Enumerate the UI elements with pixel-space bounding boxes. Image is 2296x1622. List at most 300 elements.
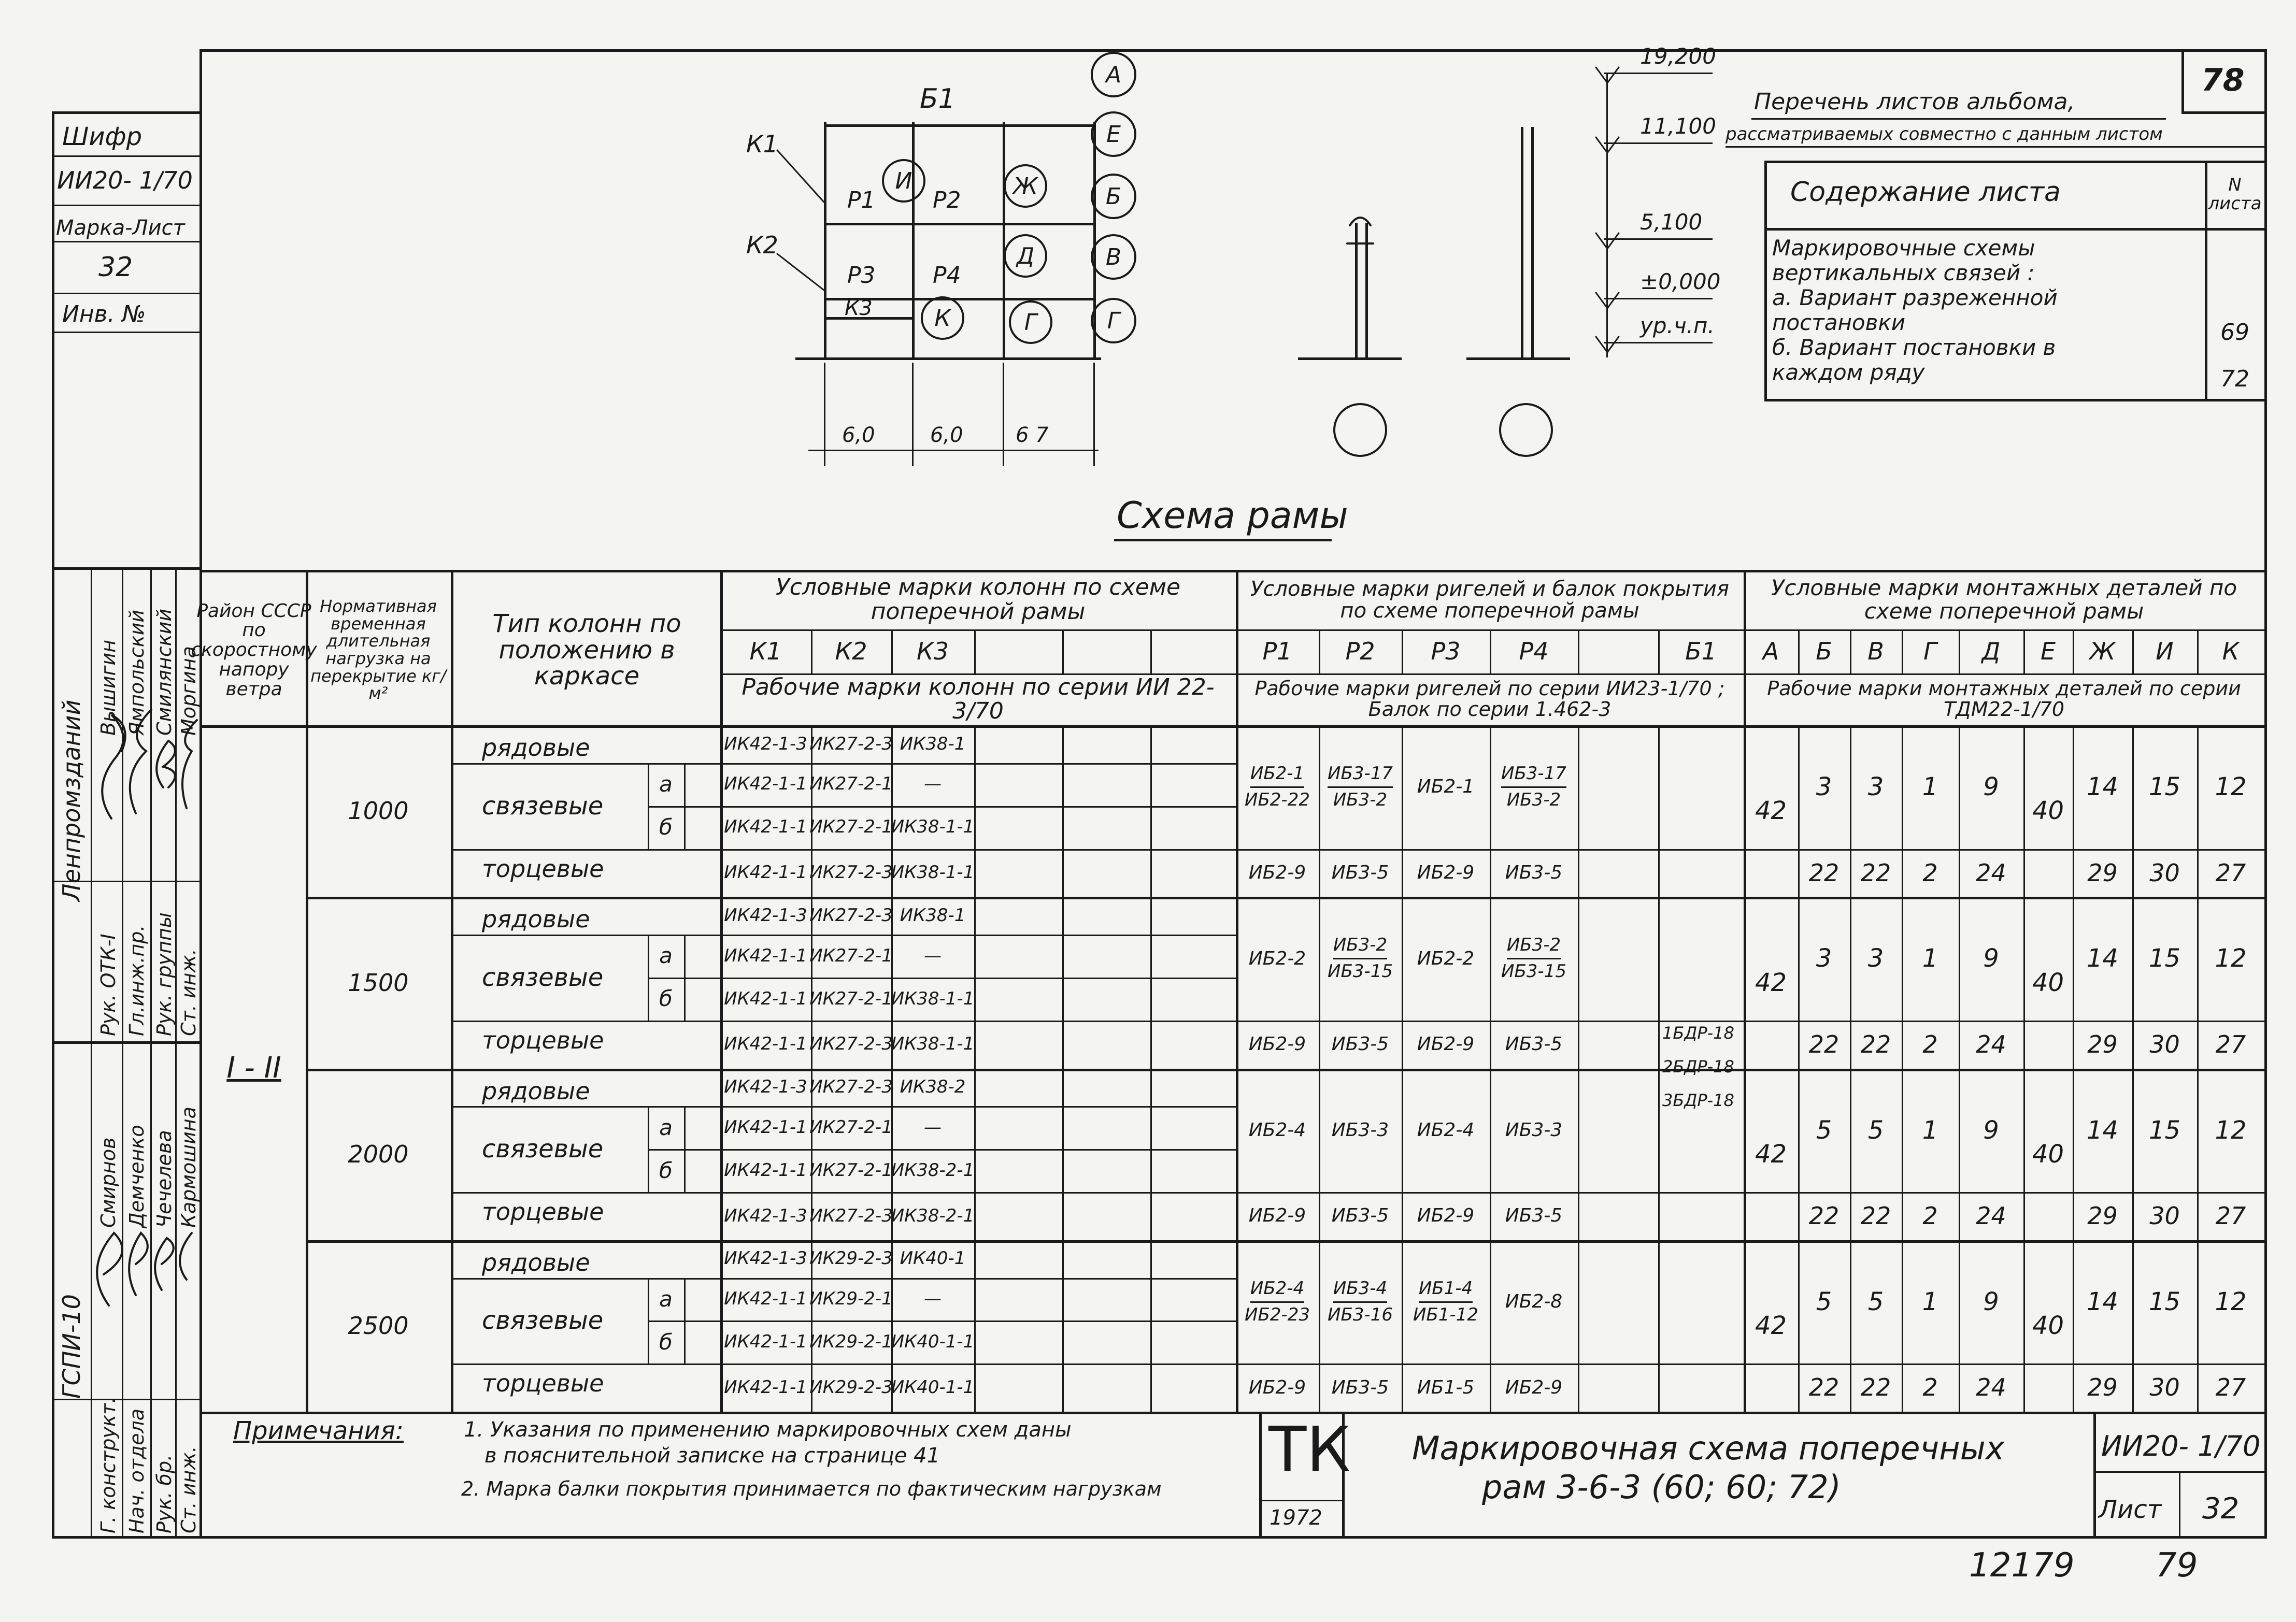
beam-mark-2-2: ИБ2-4 xyxy=(1417,1119,1475,1141)
title-year: 1972 xyxy=(1270,1506,1322,1530)
det-end-3-6: 29 xyxy=(2087,1373,2118,1402)
beam-mark-0-2: ИБ2-1 xyxy=(1417,776,1475,798)
fraction-bottom: ИБ3-2 xyxy=(1506,789,1561,810)
col-mark-0-1-2: — xyxy=(924,773,942,795)
leader-k2 xyxy=(777,254,824,290)
label-k3: К3 xyxy=(845,296,873,320)
col-mark-0-1-1: ИК27-2-1 xyxy=(809,773,893,795)
frame-scheme-title: Схема рамы xyxy=(1117,494,1348,537)
col-line-load xyxy=(451,570,453,1412)
beam-mark-3-0 xyxy=(1236,1240,1319,1364)
elevation-mark-line xyxy=(1604,342,1713,343)
fraction-top: ИБ3-2 xyxy=(1507,936,1561,959)
elevation-mark-line xyxy=(1604,142,1713,144)
det-1-3: 1 xyxy=(1922,944,1938,973)
det-end-0-8: 27 xyxy=(2215,858,2246,887)
det-0-8: 12 xyxy=(2215,772,2247,802)
det-end-3-1: 22 xyxy=(1808,1373,1839,1402)
album-table-left xyxy=(1764,161,1767,399)
col-sub-header-3 xyxy=(1062,629,1064,673)
note-line-1: 1. Указания по применению маркировочных схем даны xyxy=(464,1418,1072,1442)
det-3-1: 5 xyxy=(1816,1287,1832,1316)
beam-end-0-3: ИБ3-5 xyxy=(1505,862,1563,883)
det-end-2-1: 22 xyxy=(1808,1202,1839,1230)
header-beam-sub-3: Р4 xyxy=(1519,637,1549,666)
elevation-4: ур.ч.п. xyxy=(1640,313,1715,338)
col-mark-1-0-1: ИК27-2-3 xyxy=(809,905,893,926)
beam-end-3-0: ИБ2-9 xyxy=(1248,1376,1306,1398)
beam-mark-2-0: ИБ2-4 xyxy=(1248,1119,1306,1141)
album-list-title-1: Перечень листов альбома, xyxy=(1754,89,2075,115)
det-3-5: 40 xyxy=(2032,1311,2064,1341)
header-det-sub-0: А xyxy=(1762,637,1779,666)
det-end-2-6: 29 xyxy=(2087,1202,2118,1230)
stamp-line xyxy=(52,332,199,333)
title-sheet-label: Лист xyxy=(2099,1495,2162,1524)
det-0-6: 14 xyxy=(2086,772,2119,802)
header-region: Район СССР по скоростному напору ветра xyxy=(191,600,317,700)
note-line-2: 2. Марка балки покрытия принимается по фактическим нагрузкам xyxy=(461,1477,1162,1500)
album-sheet-b: 72 xyxy=(2220,366,2249,392)
type-b-1: б xyxy=(659,986,673,1012)
beam-end-0-0: ИБ2-9 xyxy=(1248,862,1306,883)
album-col-no: N листа xyxy=(2208,174,2262,214)
column-elev-2b xyxy=(1531,127,1534,357)
name-bottom-0: Смирнов xyxy=(97,1137,120,1228)
beam-b1 xyxy=(826,124,1096,127)
beam-end-3-3: ИБ2-9 xyxy=(1505,1376,1563,1398)
label-r2: Р2 xyxy=(933,187,961,213)
col-mark-0-2-2: ИК38-1-1 xyxy=(891,816,975,838)
title-line-1: Маркировочная схема поперечных xyxy=(1412,1429,2005,1467)
name-top-2: Смилянский xyxy=(153,608,176,736)
load-value-0: 1000 xyxy=(348,797,409,825)
signature-3 xyxy=(156,741,175,787)
marka-list-label: Марка-Лист xyxy=(56,216,185,240)
det-end-2-4: 24 xyxy=(1976,1202,2006,1230)
header-beam-sub-1: Р2 xyxy=(1345,637,1375,666)
det-2-4: 9 xyxy=(1983,1115,1999,1145)
signature-column-3 xyxy=(150,567,152,1536)
title-block-tk-line xyxy=(1259,1500,1342,1501)
circle-zh: Ж xyxy=(1004,164,1047,208)
title-block-left xyxy=(1259,1412,1262,1536)
dimension-tick-1 xyxy=(912,363,914,466)
header-col-sub-0: К1 xyxy=(749,637,782,666)
title-block-code-divider xyxy=(2093,1412,2096,1536)
beam-end-0-1: ИБ3-5 xyxy=(1331,862,1389,883)
dim-2: 6,0 xyxy=(930,423,963,447)
b1-value-1: 2БДР-18 xyxy=(1662,1057,1734,1076)
col-mark-0-0-1: ИК27-2-3 xyxy=(809,733,893,754)
col-sub-header-2 xyxy=(974,629,976,673)
beam-mark-1-2: ИБ2-2 xyxy=(1417,948,1475,969)
type-end-2: торцевые xyxy=(482,1198,604,1226)
col-mark-2-1-2: — xyxy=(924,1116,942,1138)
det-1-6: 14 xyxy=(2086,944,2119,973)
header-type: Тип колонн по положению в каркасе xyxy=(492,609,681,691)
ground-line xyxy=(795,357,1101,360)
role-top-0: Рук. ОТК-I xyxy=(97,934,120,1036)
det-end-1-8: 27 xyxy=(2215,1030,2246,1058)
name-top-1: Ямпольский xyxy=(125,609,148,736)
circle-v: В xyxy=(1091,234,1136,280)
col-mark-1-0-0: ИК42-1-3 xyxy=(724,905,807,926)
rigel-level-1 xyxy=(824,223,1093,225)
role-bottom-0: Г. конструкт. xyxy=(97,1397,120,1533)
note-line-1b: в пояснительной записке на странице 41 xyxy=(484,1444,940,1468)
circle-i: И xyxy=(882,159,925,203)
type-a-0: а xyxy=(659,771,673,797)
col-mark-2-3-0: ИК42-1-3 xyxy=(724,1205,807,1226)
album-content-line-5: каждом ряду xyxy=(1772,360,1925,385)
det-2-2: 5 xyxy=(1867,1115,1884,1145)
col-mark-3-1-1: ИК29-2-1 xyxy=(809,1288,893,1310)
ab-divider-2 xyxy=(684,935,686,1021)
shifr-value: ИИ20- 1/70 xyxy=(57,166,193,194)
load-value-3: 2500 xyxy=(348,1312,409,1340)
col-mark-3-3-1: ИК29-2-3 xyxy=(809,1376,893,1398)
col-mark-2-3-2: ИК38-2-1 xyxy=(891,1205,975,1226)
header-det-sub-8: К xyxy=(2222,637,2240,666)
frame-column-1 xyxy=(912,122,915,357)
type-row-0: рядовые xyxy=(482,734,590,762)
title-sheet-number: 32 xyxy=(2202,1492,2240,1526)
beam-mark-3-1 xyxy=(1319,1240,1402,1364)
circle-a: А xyxy=(1091,52,1136,97)
col-mark-1-2-1: ИК27-2-1 xyxy=(809,988,893,1009)
det-end-1-7: 30 xyxy=(2149,1030,2180,1058)
col-mark-0-2-1: ИК27-2-1 xyxy=(809,816,893,838)
foundation-2 xyxy=(1500,404,1552,456)
title-block-sheet-divider xyxy=(2179,1471,2180,1536)
role-bottom-1: Нач. отдела xyxy=(125,1408,148,1533)
dim-1: 6,0 xyxy=(842,423,875,447)
det-end-1-3: 2 xyxy=(1922,1030,1938,1058)
column-elev-1b xyxy=(1365,223,1368,357)
col-mark-1-3-2: ИК38-1-1 xyxy=(891,1034,975,1055)
det-0-5: 40 xyxy=(2032,796,2064,826)
circle-g-right: Г xyxy=(1091,298,1136,343)
det-3-2: 5 xyxy=(1867,1287,1884,1316)
col-mark-2-0-0: ИК42-1-3 xyxy=(724,1076,807,1098)
beam-mark-2-1: ИБ3-3 xyxy=(1331,1119,1389,1141)
type-row-2: рядовые xyxy=(482,1076,590,1105)
circle-d: Д xyxy=(1004,234,1047,278)
album-title-underline xyxy=(1751,118,2166,120)
title-code: ИИ20- 1/70 xyxy=(2101,1430,2261,1462)
header-det-sub-3: Г xyxy=(1923,637,1937,666)
beam-mark-1-1 xyxy=(1319,897,1402,1021)
det-3-8: 12 xyxy=(2215,1287,2247,1316)
name-top-3: Моргина xyxy=(177,646,200,736)
det-1-5: 40 xyxy=(2032,968,2064,997)
type-end-3: торцевые xyxy=(482,1369,604,1398)
beam-end-2-1: ИБ3-5 xyxy=(1331,1205,1389,1227)
dimension-tick-2 xyxy=(1003,363,1004,466)
fraction-bottom: ИБ2-22 xyxy=(1245,789,1310,810)
elevation-axis xyxy=(1606,73,1608,357)
fraction-top: ИБ1-4 xyxy=(1419,1280,1473,1303)
b1-value-0: 1БДР-18 xyxy=(1662,1023,1734,1043)
det-3-0: 42 xyxy=(1755,1311,1787,1341)
col-mark-3-1-0: ИК42-1-1 xyxy=(724,1288,807,1310)
det-1-0: 42 xyxy=(1755,968,1787,997)
role-bottom-3: Ст. инж. xyxy=(177,1446,200,1533)
col-mark-1-1-2: — xyxy=(924,945,942,966)
sheetno-box-bottom xyxy=(2181,111,2264,114)
album-table-header-bottom xyxy=(1764,228,2264,231)
column-elev-1 xyxy=(1355,223,1358,357)
fraction-top: ИБ2-1 xyxy=(1250,765,1304,788)
title-line-2: рам 3-6-3 (60; 60; 72) xyxy=(1482,1468,1841,1506)
album-content-line-1: вертикальных связей : xyxy=(1772,260,2035,285)
album-content-line-4: б. Вариант постановки в xyxy=(1772,335,2056,360)
det-end-0-7: 30 xyxy=(2149,858,2180,887)
header-det-sub-6: Ж xyxy=(2089,637,2116,666)
col-mark-3-3-2: ИК40-1-1 xyxy=(891,1376,975,1398)
header-beam-marks: Условные марки ригелей и балок покрытия по схеме поперечной рамы xyxy=(1250,577,1729,623)
stamp-line xyxy=(52,881,199,882)
label-k2: К2 xyxy=(746,231,778,259)
det-2-0: 42 xyxy=(1755,1139,1787,1169)
type-a-3: а xyxy=(659,1286,673,1312)
signature-block-mid xyxy=(52,1041,199,1044)
type-tie-3: связевые xyxy=(482,1306,604,1336)
sheetno-box-left xyxy=(2181,49,2184,111)
col-mark-3-2-2: ИК40-1-1 xyxy=(891,1331,975,1352)
beam-mark-3-3: ИБ2-8 xyxy=(1505,1291,1563,1313)
role-top-1: Гл.инж.пр. xyxy=(125,925,148,1036)
det-0-3: 1 xyxy=(1922,772,1938,802)
elevation-1: 11,100 xyxy=(1640,113,1716,139)
ab-divider-2 xyxy=(684,763,686,849)
fraction-bottom: ИБ3-16 xyxy=(1328,1304,1393,1325)
type-b-0: б xyxy=(659,814,673,840)
type-row-1: рядовые xyxy=(482,905,590,934)
col-mark-2-2-0: ИК42-1-1 xyxy=(724,1159,807,1181)
det-end-1-1: 22 xyxy=(1808,1030,1839,1058)
signature-column-0 xyxy=(52,567,53,1536)
top-sheet-number: 78 xyxy=(2201,62,2245,98)
det-0-7: 15 xyxy=(2148,772,2181,802)
album-content-line-2: а. Вариант разреженной xyxy=(1772,285,2058,310)
header-det-sub-5: Е xyxy=(2040,637,2056,666)
det-end-2-2: 22 xyxy=(1860,1202,1891,1230)
col-mark-1-1-0: ИК42-1-1 xyxy=(724,945,807,966)
name-top-0: Вышигин xyxy=(97,639,120,736)
col-mark-0-3-0: ИК42-1-1 xyxy=(724,862,807,883)
elev-ground-2 xyxy=(1466,357,1570,360)
det-1-8: 12 xyxy=(2215,944,2247,973)
col-mark-1-2-0: ИК42-1-1 xyxy=(724,988,807,1009)
beam-end-2-0: ИБ2-9 xyxy=(1248,1205,1306,1227)
stamp-line xyxy=(52,293,199,294)
col-mark-1-1-1: ИК27-2-1 xyxy=(809,945,893,966)
signature-8 xyxy=(180,1233,192,1280)
album-sheet-a: 69 xyxy=(2220,319,2249,346)
det-end-1-6: 29 xyxy=(2087,1030,2118,1058)
table-bottom xyxy=(199,1412,2264,1414)
header-beam-work: Рабочие марки ригелей по серии ИИ23-1/70 ; Балок по серии 1.462-3 xyxy=(1254,677,1725,721)
frame-left xyxy=(199,49,202,1536)
det-0-0: 42 xyxy=(1755,796,1787,826)
col-mark-3-0-2: ИК40-1 xyxy=(900,1248,966,1269)
elevation-2: 5,100 xyxy=(1640,209,1703,235)
signature-6 xyxy=(129,1233,148,1295)
notes-title: Примечания: xyxy=(233,1416,404,1445)
det-0-1: 3 xyxy=(1816,772,1832,802)
stamp-line xyxy=(52,241,199,242)
b1-value-2: 3БДР-18 xyxy=(1662,1090,1734,1110)
signature-column-2 xyxy=(122,567,123,1536)
elevation-3: ±0,000 xyxy=(1640,269,1721,294)
beam-mark-0-1 xyxy=(1319,725,1402,849)
signature-block-top xyxy=(52,567,199,570)
stamp-line xyxy=(52,205,199,206)
shifr-label: Шифр xyxy=(62,122,142,151)
organization-top: Ленпромзданий xyxy=(58,699,85,901)
det-end-3-8: 27 xyxy=(2215,1373,2246,1402)
elevation-mark-line xyxy=(1604,298,1713,299)
det-end-0-1: 22 xyxy=(1808,858,1839,887)
type-a-1: а xyxy=(659,943,673,969)
det-3-4: 9 xyxy=(1983,1287,1999,1316)
stamp-line xyxy=(52,1399,199,1400)
det-end-2-8: 27 xyxy=(2215,1202,2246,1230)
det-0-2: 3 xyxy=(1867,772,1884,802)
col-mark-2-2-1: ИК27-2-1 xyxy=(809,1159,893,1181)
det-3-7: 15 xyxy=(2148,1287,2181,1316)
album-title-underline-2 xyxy=(1725,146,2264,148)
det-end-0-3: 2 xyxy=(1922,858,1938,887)
fraction-bottom: ИБ3-15 xyxy=(1501,961,1566,982)
column-elev-2 xyxy=(1521,127,1523,357)
det-end-3-7: 30 xyxy=(2149,1373,2180,1402)
label-r4: Р4 xyxy=(933,262,961,289)
header-beam-sub-2: Р3 xyxy=(1431,637,1461,666)
organization-bottom: ГСПИ-10 xyxy=(58,1294,85,1399)
dimension-line xyxy=(808,450,1099,451)
col-mark-2-0-1: ИК27-2-3 xyxy=(809,1076,893,1098)
album-col-content: Содержание листа xyxy=(1790,177,2061,208)
det-1-4: 9 xyxy=(1983,944,1999,973)
col-mark-2-3-1: ИК27-2-3 xyxy=(809,1205,893,1226)
col-mark-3-1-2: — xyxy=(924,1288,942,1310)
name-bottom-2: Чечелева xyxy=(153,1130,176,1228)
header-det-marks: Условные марки монтажных деталей по схеме поперечной рамы xyxy=(1771,575,2237,624)
type-end-0: торцевые xyxy=(482,854,604,883)
role-top-3: Ст. инж. xyxy=(177,949,200,1036)
album-content-line-0: Маркировочные схемы xyxy=(1772,235,2035,261)
beam-end-1-3: ИБ3-5 xyxy=(1505,1034,1563,1055)
name-bottom-3: Кармошина xyxy=(177,1107,200,1228)
label-r3: Р3 xyxy=(847,262,876,289)
header-beam-sub-4: Б1 xyxy=(1685,637,1717,666)
col-mark-2-0-2: ИК38-2 xyxy=(900,1076,966,1098)
col-mark-0-3-2: ИК38-1-1 xyxy=(891,862,975,883)
det-end-1-2: 22 xyxy=(1860,1030,1891,1058)
col-mark-0-0-0: ИК42-1-3 xyxy=(724,733,807,754)
stamp-list-number: 32 xyxy=(98,252,133,283)
circle-g: Г xyxy=(1009,300,1052,344)
header-beam-sub-0: Р1 xyxy=(1262,637,1292,666)
det-0-4: 9 xyxy=(1983,772,1999,802)
name-bottom-1: Демченко xyxy=(125,1125,148,1228)
header-load: Нормативная временная длительная нагрузка на перекрытие кг/м² xyxy=(310,596,446,704)
type-b-3: б xyxy=(659,1329,673,1355)
beam-mark-2-3: ИБ3-3 xyxy=(1505,1119,1563,1141)
fraction-top: ИБ3-4 xyxy=(1333,1280,1387,1303)
signature-5 xyxy=(97,1233,122,1305)
det-end-3-2: 22 xyxy=(1860,1373,1891,1402)
beam-end-0-2: ИБ2-9 xyxy=(1417,862,1475,883)
col-mark-3-0-1: ИК29-2-3 xyxy=(809,1248,893,1269)
beam-end-1-2: ИБ2-9 xyxy=(1417,1034,1475,1055)
det-1-1: 3 xyxy=(1816,944,1832,973)
header-col-marks: Условные марки колонн по схеме поперечной рамы xyxy=(775,574,1181,625)
beam-mark-0-3 xyxy=(1490,725,1578,849)
beam-end-3-2: ИБ1-5 xyxy=(1417,1376,1475,1398)
type-b-2: б xyxy=(659,1157,673,1183)
footer-number-a: 12179 xyxy=(1969,1546,2075,1585)
beam-end-1-1: ИБ3-5 xyxy=(1331,1034,1389,1055)
beam-mark-0-0 xyxy=(1236,725,1319,849)
header-det-sub-7: И xyxy=(2156,637,2174,666)
circle-e: Е xyxy=(1091,111,1136,157)
dim-3: 6 7 xyxy=(1016,423,1049,447)
col-mark-1-3-0: ИК42-1-1 xyxy=(724,1034,807,1055)
det-1-7: 15 xyxy=(2148,944,2181,973)
type-a-2: а xyxy=(659,1114,673,1140)
header-det-sub-2: В xyxy=(1867,637,1884,666)
type-row-3: рядовые xyxy=(482,1248,590,1276)
label-r1: Р1 xyxy=(847,187,876,213)
det-end-2-7: 30 xyxy=(2149,1202,2180,1230)
det-2-3: 1 xyxy=(1922,1115,1938,1145)
stamp-line xyxy=(52,111,199,114)
beam-end-1-0: ИБ2-9 xyxy=(1248,1034,1306,1055)
ab-divider-2 xyxy=(684,1278,686,1364)
type-tie-2: связевые xyxy=(482,1135,604,1164)
det-end-3-3: 2 xyxy=(1922,1373,1938,1402)
load-value-2: 2000 xyxy=(348,1140,409,1168)
fraction-bottom: ИБ3-15 xyxy=(1328,961,1393,982)
frame-top xyxy=(199,49,2267,52)
album-list-title-2: рассматриваемых совместно с данным листом xyxy=(1725,124,2163,145)
col-mark-3-2-0: ИК42-1-1 xyxy=(724,1331,807,1352)
det-end-3-4: 24 xyxy=(1976,1373,2006,1402)
col-mark-1-2-2: ИК38-1-1 xyxy=(891,988,975,1009)
det-2-6: 14 xyxy=(2086,1115,2119,1145)
album-table-top xyxy=(1764,161,2264,163)
det-end-0-4: 24 xyxy=(1976,858,2006,887)
frame-column-2 xyxy=(1003,122,1005,357)
det-2-7: 15 xyxy=(2148,1115,2181,1145)
col-sub-header-4 xyxy=(1150,629,1152,673)
frame-bottom xyxy=(52,1536,2267,1539)
fraction-bottom: ИБ2-23 xyxy=(1245,1304,1310,1325)
foundation-1 xyxy=(1334,404,1386,456)
elevation-mark-line xyxy=(1604,73,1713,74)
beam-end-2-3: ИБ3-5 xyxy=(1505,1205,1563,1227)
label-k1: К1 xyxy=(746,130,778,158)
stamp-line xyxy=(52,155,199,157)
header-det-sub-1: Б xyxy=(1816,637,1832,666)
col-mark-1-3-1: ИК27-2-3 xyxy=(809,1034,893,1055)
fraction-top: ИБ3-17 xyxy=(1328,765,1393,788)
col-mark-0-1-0: ИК42-1-1 xyxy=(724,773,807,795)
